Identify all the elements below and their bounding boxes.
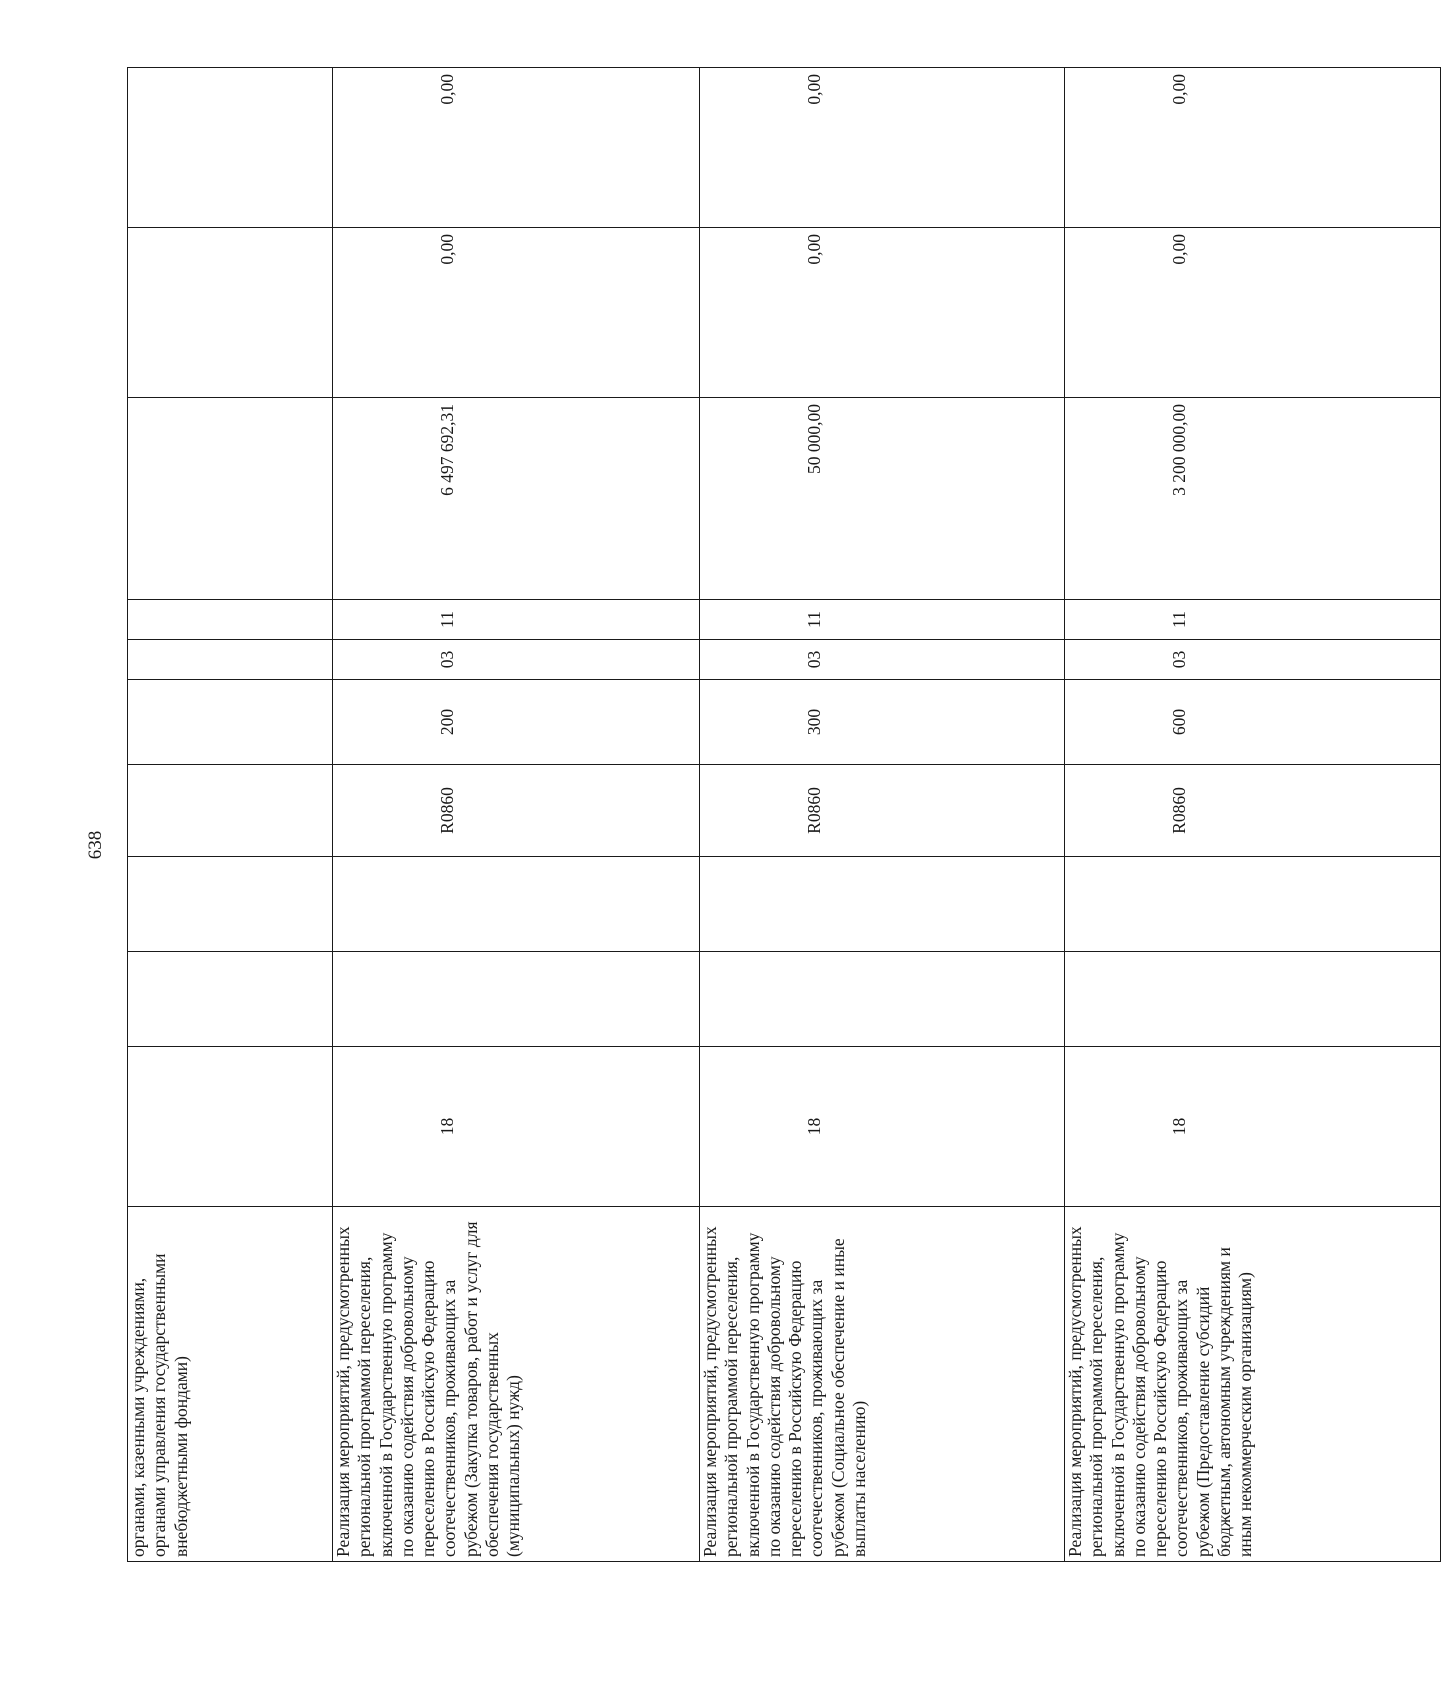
- row-target-article: R0860: [1065, 765, 1441, 857]
- row-amount-2: 0,00: [333, 228, 700, 398]
- table-row: [700, 68, 1065, 1562]
- row-subsection: 11: [333, 600, 700, 640]
- row-amount-2: 0,00: [700, 228, 1065, 398]
- page-number: 638: [85, 830, 106, 860]
- row-section: 03: [333, 640, 700, 680]
- row-amount-3: 0,00: [700, 68, 1065, 228]
- row-col4: [333, 857, 700, 952]
- row-col3: [128, 952, 333, 1047]
- row-description: Реализация мероприятий, предусмотренных региональной программой переселения, включенной в Государственную программу по оказанию содействия добровольному переселению в Российскую Федерацию соотечественников, проживающих за рубежом (Социальное обеспечение и иные выплаты населению): [700, 1207, 1065, 1562]
- row-description: Реализация мероприятий, предусмотренных региональной программой переселения, включенной в Государственную программу по оказанию содействия добровольному переселению в Российскую Федерацию соотечественников, проживающих за рубежом (Предоставление субсидий бюджетным, автономным учреждениям и иным некоммерческим организациям): [1065, 1207, 1441, 1562]
- budget-table-rotated: [127, 68, 1256, 1562]
- row-section: 03: [1065, 640, 1441, 680]
- row-description: органами, казенными учреждениями, органами управления государственными внебюджетными фондами): [128, 1207, 333, 1562]
- row-section: [128, 640, 333, 680]
- table-row: [333, 68, 700, 1562]
- row-amount: [128, 398, 333, 600]
- row-amount-3: [128, 68, 333, 228]
- row-target-article: [128, 765, 333, 857]
- row-col4: [128, 857, 333, 952]
- row-expense-type: 300: [700, 680, 1065, 765]
- row-amount: 3 200 000,00: [1065, 398, 1441, 600]
- table-row: [128, 68, 333, 1562]
- row-col3: [700, 952, 1065, 1047]
- row-code: 18: [700, 1047, 1065, 1207]
- row-amount-2: [128, 228, 333, 398]
- row-subsection: [128, 600, 333, 640]
- row-amount-3: 0,00: [333, 68, 700, 228]
- row-expense-type: 200: [333, 680, 700, 765]
- row-section: 03: [700, 640, 1065, 680]
- row-col3: [333, 952, 700, 1047]
- row-code: [128, 1047, 333, 1207]
- row-code: 18: [1065, 1047, 1441, 1207]
- budget-table: [127, 67, 1441, 1562]
- row-amount-2: 0,00: [1065, 228, 1441, 398]
- row-col4: [700, 857, 1065, 952]
- row-col4: [1065, 857, 1441, 952]
- row-target-article: R0860: [700, 765, 1065, 857]
- row-col3: [1065, 952, 1441, 1047]
- row-amount-3: 0,00: [1065, 68, 1441, 228]
- table-row: [1065, 68, 1441, 1562]
- row-expense-type: [128, 680, 333, 765]
- row-code: 18: [333, 1047, 700, 1207]
- row-target-article: R0860: [333, 765, 700, 857]
- row-amount: 6 497 692,31: [333, 398, 700, 600]
- row-subsection: 11: [1065, 600, 1441, 640]
- row-amount: 50 000,00: [700, 398, 1065, 600]
- row-subsection: 11: [700, 600, 1065, 640]
- row-description: Реализация мероприятий, предусмотренных региональной программой переселения, включенной в Государственную программу по оказанию содействия добровольному переселению в Российскую Федерацию соотечественников, проживающих за рубежом (Закупка товаров, работ и услуг для обеспечения государственных (муниципальных) нужд): [333, 1207, 700, 1562]
- row-expense-type: 600: [1065, 680, 1441, 765]
